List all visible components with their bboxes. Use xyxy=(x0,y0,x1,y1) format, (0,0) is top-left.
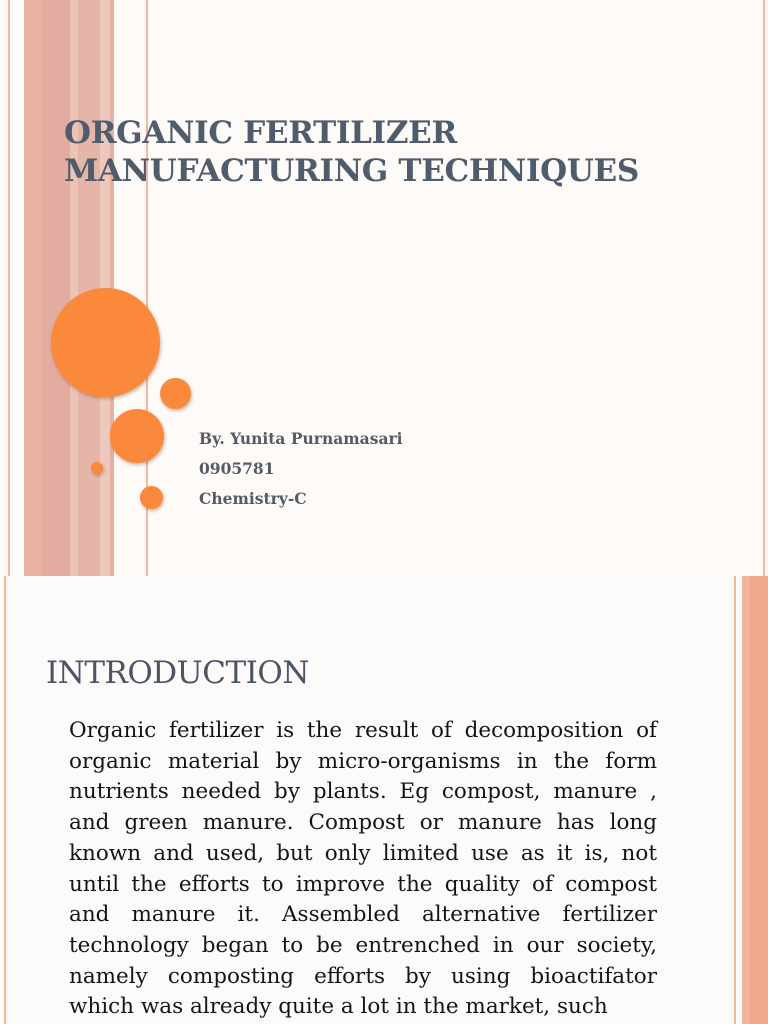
introduction-slide xyxy=(0,576,768,1024)
author-name: By. Yunita Purnamasari xyxy=(199,429,403,448)
decor-stripe xyxy=(4,576,6,1024)
slide-title-line-1: ORGANIC FERTILIZER xyxy=(64,115,457,151)
decor-circle-small xyxy=(160,378,191,409)
decor-stripe xyxy=(742,576,750,1024)
decor-stripe xyxy=(70,0,78,576)
decor-circle-medium xyxy=(110,409,164,463)
decor-stripe xyxy=(750,576,768,1024)
section-title: INTRODUCTION xyxy=(46,655,309,691)
body-text: Organic fertilizer is the result of decomposition of organic material by micro-organisms in the form nutrients needed by plants. Eg compost, manure , and green manure. Compost or manure has long known and used, but only limited use as it is, not until the efforts to improve the quality of compost and manure it. Assembled alternative fertilizer technology began to be entrenched in our society, namely composting efforts by using bioactifator which was already quite a lot in the market, such xyxy=(69,718,657,1020)
decor-stripe xyxy=(8,0,10,576)
slide-title-line-2: MANUFACTURING TECHNIQUES xyxy=(64,153,639,189)
class-name: Chemistry-C xyxy=(199,489,307,508)
decor-stripe xyxy=(763,0,765,576)
decor-stripe xyxy=(42,0,70,576)
student-id: 0905781 xyxy=(199,459,275,478)
decor-circle-tiny xyxy=(91,462,103,474)
decor-circle-large xyxy=(51,288,160,397)
decor-circle-small xyxy=(140,486,163,509)
subtitle-block xyxy=(199,424,403,514)
slide-title xyxy=(64,114,744,190)
decor-stripe xyxy=(734,576,736,1024)
decor-stripe xyxy=(24,0,42,576)
